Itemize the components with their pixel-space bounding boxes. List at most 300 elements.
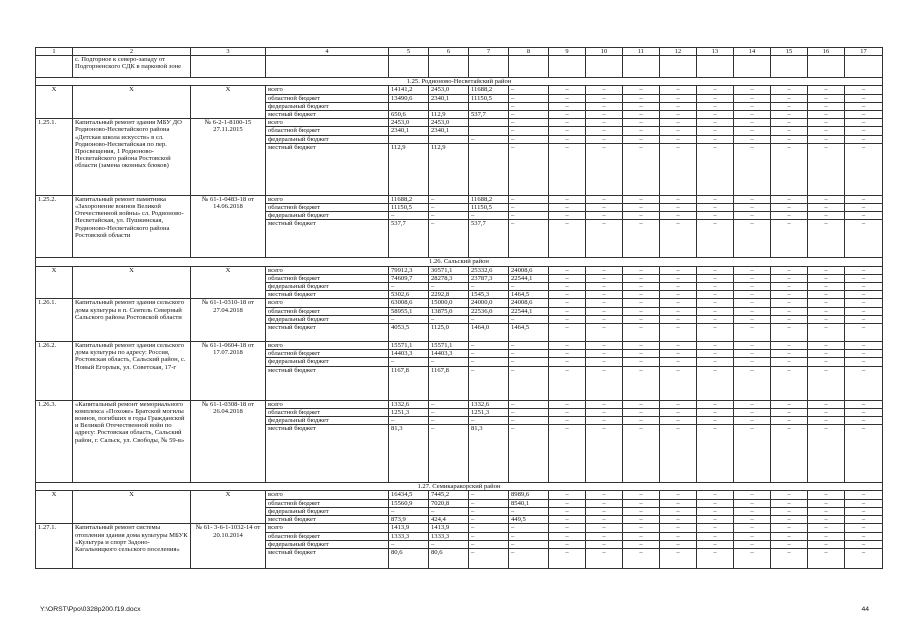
value-cell: –: [549, 266, 586, 274]
value-cell: –: [623, 307, 660, 315]
value-cell: –: [697, 291, 734, 299]
value-cell: –: [549, 324, 586, 342]
funding-source: федеральный бюджет: [266, 102, 389, 110]
value-cell: –: [469, 350, 509, 358]
value-cell: –: [623, 111, 660, 119]
value-cell: 7020,8: [429, 499, 469, 507]
value-cell: –: [771, 350, 808, 358]
value-cell: –: [469, 540, 509, 548]
cell-empty: [586, 56, 623, 78]
value-cell: –: [429, 540, 469, 548]
value-cell: –: [549, 366, 586, 400]
document-number: X: [191, 491, 266, 524]
value-cell: –: [586, 291, 623, 299]
value-cell: –: [660, 358, 697, 366]
value-cell: –: [586, 499, 623, 507]
row-number: 1.26.1.: [36, 299, 73, 342]
value-cell: –: [808, 307, 845, 315]
value-cell: –: [509, 143, 549, 195]
value-cell: –: [771, 400, 808, 408]
value-cell: 424,4: [429, 516, 469, 524]
value-cell: –: [586, 366, 623, 400]
value-cell: 1464,5: [509, 291, 549, 299]
value-cell: –: [586, 143, 623, 195]
value-cell: –: [734, 291, 771, 299]
value-cell: –: [771, 548, 808, 568]
value-cell: –: [586, 342, 623, 350]
value-cell: –: [549, 400, 586, 408]
value-cell: –: [771, 283, 808, 291]
value-cell: –: [660, 195, 697, 203]
value-cell: –: [697, 274, 734, 282]
column-number: 8: [509, 48, 549, 56]
value-cell: –: [586, 540, 623, 548]
value-cell: –: [734, 507, 771, 515]
value-cell: 22536,0: [469, 307, 509, 315]
value-cell: –: [509, 283, 549, 291]
value-cell: 24008,6: [509, 266, 549, 274]
value-cell: –: [808, 342, 845, 350]
value-cell: –: [623, 212, 660, 220]
value-cell: –: [623, 548, 660, 568]
value-cell: –: [734, 408, 771, 416]
value-cell: –: [623, 274, 660, 282]
column-number: 4: [266, 48, 389, 56]
value-cell: –: [509, 408, 549, 416]
value-cell: –: [845, 532, 883, 540]
value-cell: –: [549, 307, 586, 315]
value-cell: –: [660, 204, 697, 212]
value-cell: –: [808, 324, 845, 342]
value-cell: –: [549, 195, 586, 203]
value-cell: 1545,3: [469, 291, 509, 299]
value-cell: –: [389, 507, 429, 515]
column-number: 2: [73, 48, 191, 56]
document-number: № 6-2-1-8100-15 27.11.2015: [191, 119, 266, 196]
item-row: [36, 299, 883, 307]
value-cell: –: [697, 540, 734, 548]
value-cell: –: [509, 94, 549, 102]
value-cell: –: [549, 111, 586, 119]
value-cell: 14141,2: [389, 86, 429, 94]
value-cell: –: [697, 220, 734, 258]
value-cell: –: [549, 127, 586, 135]
value-cell: 15560,9: [389, 499, 429, 507]
value-cell: –: [660, 111, 697, 119]
value-cell: –: [623, 524, 660, 532]
value-cell: –: [509, 507, 549, 515]
value-cell: –: [697, 143, 734, 195]
value-cell: –: [660, 516, 697, 524]
value-cell: –: [845, 86, 883, 94]
value-cell: –: [697, 307, 734, 315]
value-cell: –: [660, 408, 697, 416]
value-cell: 1167,8: [389, 366, 429, 400]
object-name: Капитальный ремонт системы отопления здания дома культуры МБУК «Культура и спорт Задоно-Кагальницкого сельского поселения»: [73, 524, 191, 569]
object-name: X: [73, 266, 191, 299]
value-cell: –: [549, 102, 586, 110]
value-cell: –: [697, 127, 734, 135]
value-cell: –: [623, 350, 660, 358]
value-cell: –: [734, 524, 771, 532]
value-cell: 24008,6: [509, 299, 549, 307]
funding-source: областной бюджет: [266, 408, 389, 416]
value-cell: –: [623, 143, 660, 195]
value-cell: –: [586, 358, 623, 366]
value-cell: 1464,5: [509, 324, 549, 342]
value-cell: –: [389, 540, 429, 548]
value-cell: –: [623, 516, 660, 524]
value-cell: –: [697, 408, 734, 416]
value-cell: –: [808, 94, 845, 102]
value-cell: –: [845, 548, 883, 568]
value-cell: –: [845, 524, 883, 532]
cell-empty: [266, 56, 389, 78]
value-cell: 11150,5: [469, 204, 509, 212]
column-number: 9: [549, 48, 586, 56]
value-cell: –: [429, 400, 469, 408]
value-cell: –: [586, 400, 623, 408]
value-cell: –: [549, 417, 586, 425]
funding-source: областной бюджет: [266, 274, 389, 282]
document-number: № 61-1-0604-18 от 17.07.2018: [191, 342, 266, 401]
row-number: 1.26.2.: [36, 342, 73, 401]
value-cell: –: [734, 111, 771, 119]
value-cell: –: [586, 507, 623, 515]
value-cell: –: [549, 507, 586, 515]
value-cell: –: [586, 299, 623, 307]
section-heading-row: [36, 78, 883, 86]
value-cell: –: [697, 204, 734, 212]
column-number: 14: [734, 48, 771, 56]
value-cell: –: [549, 350, 586, 358]
cell-empty: [389, 56, 429, 78]
value-cell: –: [697, 94, 734, 102]
value-cell: –: [734, 195, 771, 203]
value-cell: –: [845, 204, 883, 212]
value-cell: –: [808, 127, 845, 135]
value-cell: –: [623, 366, 660, 400]
value-cell: –: [509, 425, 549, 483]
cell-empty: [771, 56, 808, 78]
value-cell: –: [623, 119, 660, 127]
value-cell: –: [623, 299, 660, 307]
value-cell: –: [586, 324, 623, 342]
value-cell: 2340,1: [429, 127, 469, 135]
value-cell: –: [623, 417, 660, 425]
value-cell: –: [623, 425, 660, 483]
value-cell: 537,7: [469, 111, 509, 119]
value-cell: –: [845, 324, 883, 342]
value-cell: –: [734, 127, 771, 135]
value-cell: –: [808, 195, 845, 203]
value-cell: –: [771, 195, 808, 203]
funding-source: всего: [266, 491, 389, 499]
value-cell: –: [734, 425, 771, 483]
value-cell: –: [660, 324, 697, 342]
value-cell: –: [734, 342, 771, 350]
value-cell: –: [808, 135, 845, 143]
funding-source: местный бюджет: [266, 324, 389, 342]
value-cell: –: [845, 111, 883, 119]
document-number: № 61-1-0308-18 от 26.04.2018: [191, 400, 266, 483]
value-cell: 2340,1: [429, 94, 469, 102]
value-cell: –: [734, 212, 771, 220]
funding-source: всего: [266, 266, 389, 274]
value-cell: –: [586, 274, 623, 282]
value-cell: –: [771, 307, 808, 315]
value-cell: –: [623, 491, 660, 499]
row-number: X: [36, 266, 73, 299]
column-number: 5: [389, 48, 429, 56]
value-cell: –: [734, 283, 771, 291]
value-cell: –: [549, 94, 586, 102]
value-cell: –: [469, 516, 509, 524]
value-cell: –: [697, 524, 734, 532]
value-cell: –: [623, 342, 660, 350]
cell-empty: [845, 56, 883, 78]
value-cell: –: [586, 315, 623, 323]
value-cell: –: [808, 516, 845, 524]
value-cell: –: [808, 366, 845, 400]
value-cell: –: [808, 212, 845, 220]
value-cell: 13490,6: [389, 94, 429, 102]
document-number: X: [191, 86, 266, 119]
value-cell: –: [623, 195, 660, 203]
value-cell: –: [429, 195, 469, 203]
section-title: 1.26. Сальский район: [36, 258, 883, 266]
value-cell: –: [734, 358, 771, 366]
value-cell: –: [845, 425, 883, 483]
value-cell: –: [845, 212, 883, 220]
value-cell: –: [771, 524, 808, 532]
item-row: [36, 195, 883, 203]
value-cell: –: [771, 417, 808, 425]
value-cell: –: [697, 366, 734, 400]
value-cell: –: [469, 499, 509, 507]
value-cell: –: [660, 135, 697, 143]
value-cell: 13875,0: [429, 307, 469, 315]
value-cell: 16434,5: [389, 491, 429, 499]
value-cell: 80,6: [389, 548, 429, 568]
value-cell: –: [509, 220, 549, 258]
object-name: Капитальный ремонт здания сельского дома культуры по адресу: Россия, Ростовская область, Сальский район, с. Новый Егорлык, ул. Советская, 17-г: [73, 342, 191, 401]
value-cell: –: [697, 400, 734, 408]
value-cell: 1333,3: [389, 532, 429, 540]
value-cell: –: [734, 491, 771, 499]
value-cell: –: [697, 119, 734, 127]
value-cell: –: [586, 86, 623, 94]
value-cell: –: [734, 350, 771, 358]
value-cell: –: [586, 524, 623, 532]
value-cell: –: [586, 220, 623, 258]
value-cell: –: [623, 532, 660, 540]
value-cell: [469, 102, 509, 110]
value-cell: –: [586, 102, 623, 110]
value-cell: –: [586, 195, 623, 203]
value-cell: –: [734, 532, 771, 540]
value-cell: –: [586, 408, 623, 416]
value-cell: –: [734, 400, 771, 408]
value-cell: –: [734, 315, 771, 323]
funding-source: всего: [266, 119, 389, 127]
value-cell: –: [549, 342, 586, 350]
value-cell: –: [697, 86, 734, 94]
value-cell: –: [734, 274, 771, 282]
value-cell: –: [771, 119, 808, 127]
value-cell: –: [697, 417, 734, 425]
value-cell: –: [660, 366, 697, 400]
value-cell: –: [734, 516, 771, 524]
value-cell: –: [549, 291, 586, 299]
value-cell: –: [660, 425, 697, 483]
value-cell: –: [845, 283, 883, 291]
object-name: Капитальный ремонт памятника «Захоронение воинов Великой Отечественной войны» сл. Родионово-Несветайская, ул. Пушкинская, Родионово-Несветайского района Ростовской области: [73, 195, 191, 258]
value-cell: –: [469, 366, 509, 400]
value-cell: –: [660, 524, 697, 532]
value-cell: –: [845, 400, 883, 408]
value-cell: –: [586, 135, 623, 143]
funding-source: федеральный бюджет: [266, 358, 389, 366]
value-cell: –: [734, 220, 771, 258]
value-cell: –: [509, 417, 549, 425]
value-cell: 1464,0: [469, 324, 509, 342]
funding-source: местный бюджет: [266, 143, 389, 195]
value-cell: –: [771, 507, 808, 515]
item-row: [36, 524, 883, 532]
document-number: № 61- 3-6-1-1032-14 от 20.10.2014: [191, 524, 266, 569]
value-cell: –: [509, 127, 549, 135]
value-cell: 28278,3: [429, 274, 469, 282]
value-cell: –: [469, 315, 509, 323]
value-cell: 15000,0: [429, 299, 469, 307]
value-cell: –: [808, 425, 845, 483]
value-cell: –: [808, 204, 845, 212]
value-cell: 112,9: [429, 143, 469, 195]
value-cell: –: [509, 524, 549, 532]
value-cell: –: [586, 532, 623, 540]
value-cell: –: [389, 417, 429, 425]
value-cell: –: [697, 358, 734, 366]
value-cell: –: [660, 266, 697, 274]
value-cell: –: [623, 94, 660, 102]
cell-empty: [623, 56, 660, 78]
value-cell: –: [808, 299, 845, 307]
value-cell: [389, 135, 429, 143]
total-row: [36, 491, 883, 499]
value-cell: –: [623, 358, 660, 366]
funding-source: областной бюджет: [266, 350, 389, 358]
value-cell: 74609,7: [389, 274, 429, 282]
value-cell: –: [771, 86, 808, 94]
value-cell: –: [509, 366, 549, 400]
value-cell: 30571,1: [429, 266, 469, 274]
value-cell: 1251,3: [389, 408, 429, 416]
cell-empty: [469, 56, 509, 78]
value-cell: –: [734, 94, 771, 102]
value-cell: –: [509, 212, 549, 220]
value-cell: –: [845, 94, 883, 102]
value-cell: –: [808, 491, 845, 499]
value-cell: [429, 135, 469, 143]
value-cell: –: [586, 212, 623, 220]
value-cell: –: [697, 516, 734, 524]
column-number: 13: [697, 48, 734, 56]
value-cell: –: [549, 119, 586, 127]
value-cell: –: [771, 299, 808, 307]
value-cell: 15571,1: [389, 342, 429, 350]
value-cell: 1333,3: [429, 532, 469, 540]
value-cell: –: [509, 540, 549, 548]
value-cell: –: [586, 266, 623, 274]
value-cell: –: [660, 350, 697, 358]
value-cell: 11688,2: [469, 86, 509, 94]
value-cell: –: [429, 283, 469, 291]
value-cell: –: [808, 274, 845, 282]
value-cell: –: [660, 94, 697, 102]
value-cell: –: [660, 548, 697, 568]
value-cell: 112,9: [389, 143, 429, 195]
value-cell: [429, 102, 469, 110]
value-cell: –: [660, 307, 697, 315]
value-cell: –: [697, 111, 734, 119]
value-cell: –: [660, 127, 697, 135]
funding-source: федеральный бюджет: [266, 540, 389, 548]
value-cell: –: [697, 491, 734, 499]
value-cell: –: [845, 307, 883, 315]
column-number: 3: [191, 48, 266, 56]
value-cell: –: [697, 315, 734, 323]
value-cell: –: [808, 283, 845, 291]
value-cell: –: [509, 102, 549, 110]
cell-empty: [734, 56, 771, 78]
value-cell: –: [808, 548, 845, 568]
value-cell: –: [771, 102, 808, 110]
value-cell: –: [734, 366, 771, 400]
value-cell: –: [771, 499, 808, 507]
value-cell: 22544,1: [509, 307, 549, 315]
value-cell: 22544,1: [509, 274, 549, 282]
value-cell: –: [771, 540, 808, 548]
value-cell: –: [697, 350, 734, 358]
value-cell: –: [469, 283, 509, 291]
row-number: X: [36, 491, 73, 524]
value-cell: –: [586, 307, 623, 315]
column-number: 6: [429, 48, 469, 56]
cell-empty: [36, 56, 73, 78]
column-number: 1: [36, 48, 73, 56]
row-number: 1.26.3.: [36, 400, 73, 483]
value-cell: –: [623, 266, 660, 274]
value-cell: –: [509, 548, 549, 568]
value-cell: –: [586, 425, 623, 483]
column-number: 11: [623, 48, 660, 56]
value-cell: –: [697, 266, 734, 274]
value-cell: –: [771, 532, 808, 540]
value-cell: [469, 127, 509, 135]
value-cell: –: [549, 86, 586, 94]
value-cell: –: [660, 291, 697, 299]
value-cell: –: [429, 315, 469, 323]
funding-source: местный бюджет: [266, 220, 389, 258]
cell-empty: [429, 56, 469, 78]
value-cell: –: [586, 491, 623, 499]
value-cell: –: [808, 507, 845, 515]
value-cell: –: [623, 135, 660, 143]
value-cell: 63008,6: [389, 299, 429, 307]
value-cell: –: [808, 400, 845, 408]
value-cell: –: [660, 507, 697, 515]
